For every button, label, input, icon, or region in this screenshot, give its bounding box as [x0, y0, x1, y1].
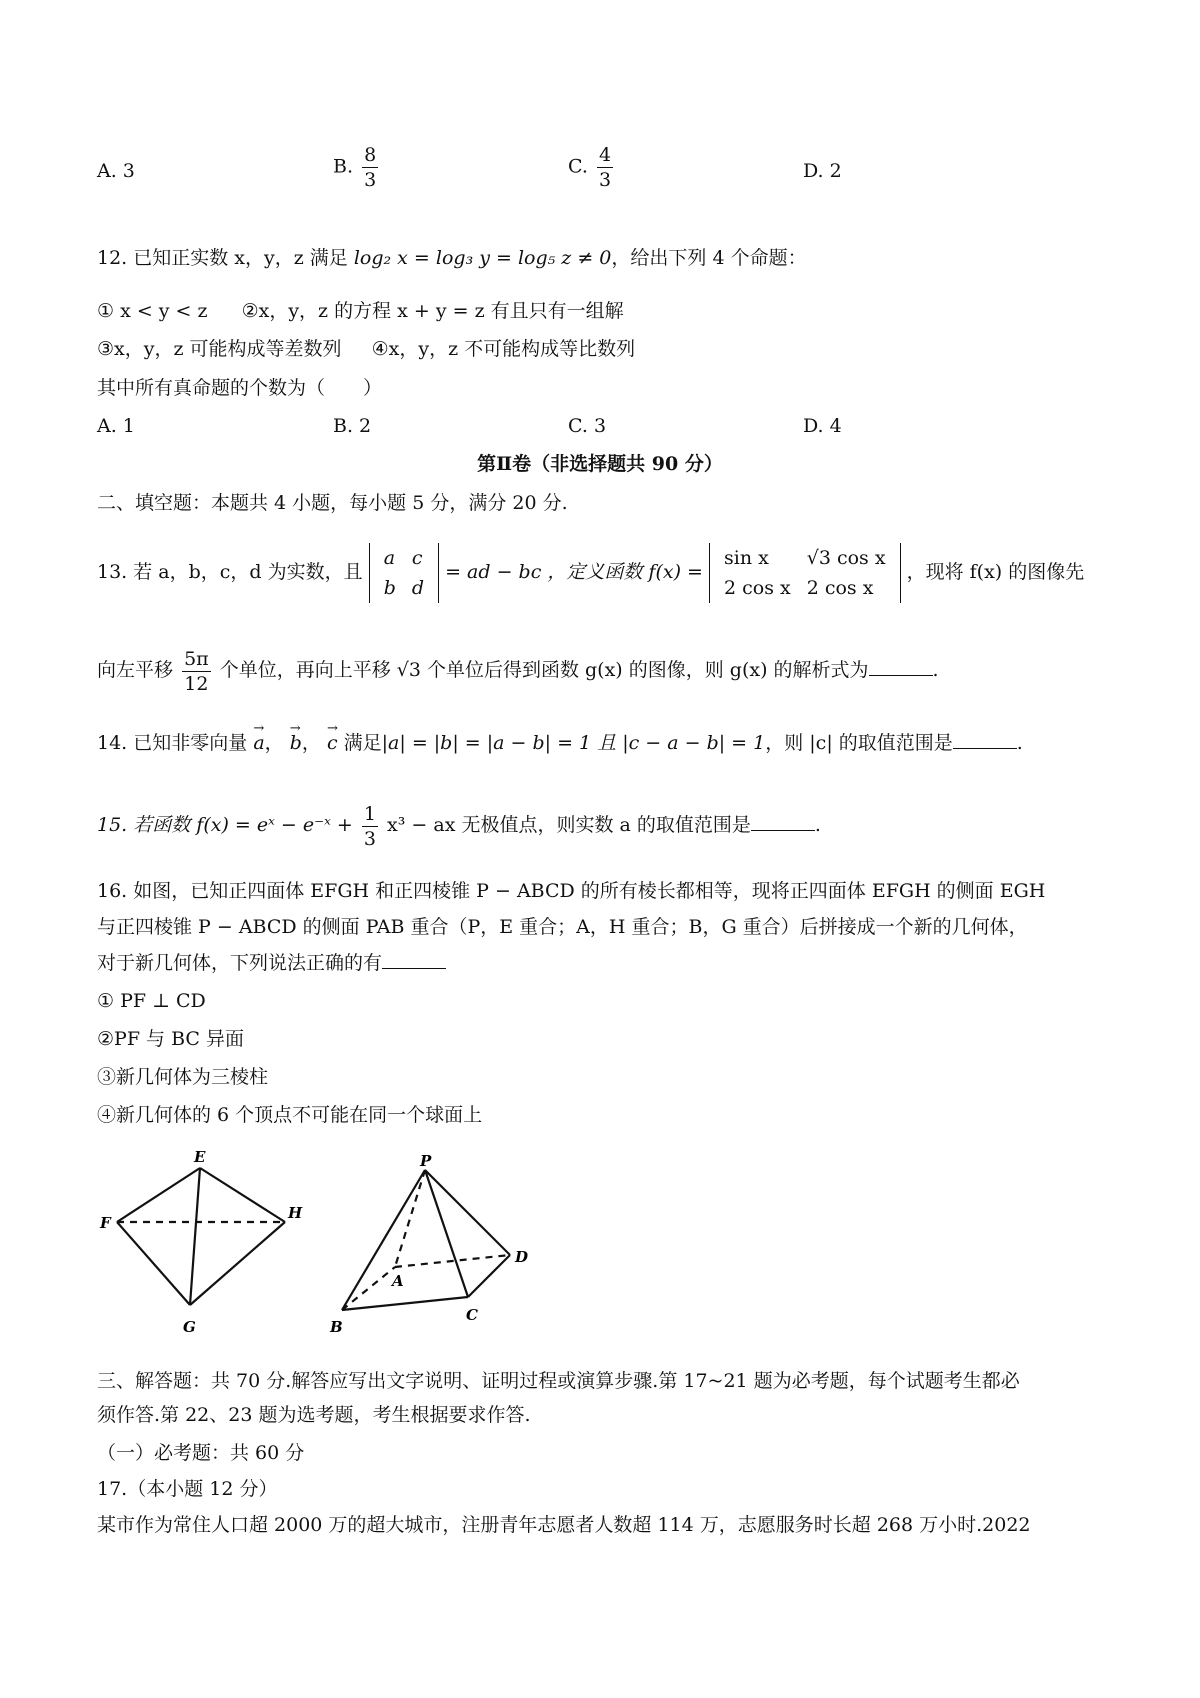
q13-determinant-1: [369, 543, 439, 603]
q12-option-c: C. 3: [568, 415, 607, 437]
det-sin: sin x: [724, 547, 769, 569]
vertex-label-p: P: [420, 1152, 432, 1170]
q14-separator-2: ，: [301, 732, 321, 754]
q13-end: .: [932, 659, 939, 681]
q16-statement-1: ① PF ⊥ CD: [97, 990, 206, 1012]
q16-statement-3: ③新几何体为三棱柱: [97, 1066, 269, 1088]
q14-text-2: 满足: [343, 732, 382, 754]
q12-proposition-3: ③x，y，z 可能构成等差数列: [97, 338, 342, 360]
vertex-label-c: C: [466, 1306, 478, 1324]
q11-option-b: [333, 143, 381, 192]
q16-line-3: [97, 950, 446, 976]
q13-fraction: [182, 647, 211, 696]
q12-proposition-2: ②x，y，z 的方程 x + y = z 有且只有一组解: [241, 300, 624, 322]
q12-proposition-1: ① x < y < z: [97, 300, 208, 322]
q14-separator-1: ，: [264, 732, 284, 754]
q14-text-3: ，则 |c| 的取值范围是: [765, 732, 953, 754]
section-3-line-3: （一）必考题：共 60 分: [97, 1442, 305, 1464]
fraction-denominator: 3: [598, 169, 612, 191]
q16-text: 对于新几何体，下列说法正确的有: [97, 952, 383, 974]
q16-answer-blank[interactable]: [382, 950, 446, 969]
q14-text-1: 14. 已知非零向量: [97, 732, 248, 754]
q13-text-3: ，现将 f(x) 的图像先: [906, 561, 1085, 583]
section-3-line-2: 须作答.第 22、23 题为选考题，考生根据要求作答.: [97, 1404, 531, 1426]
q16-statement-2: ②PF 与 BC 异面: [97, 1028, 244, 1050]
section-2-header: 二、填空题：本题共 4 小题，每小题 5 分，满分 20 分.: [97, 492, 568, 514]
q12-option-b: B. 2: [333, 415, 372, 437]
q14-vector-a: → a: [253, 730, 264, 756]
q11-option-b-fraction: [362, 143, 378, 192]
fraction-numerator: 4: [598, 144, 612, 166]
vertex-label-d: D: [515, 1248, 529, 1266]
det-2cos-1: 2 cos x: [724, 577, 791, 599]
fraction-denominator: 12: [184, 672, 209, 695]
q12-proposition-1-row: [97, 298, 624, 324]
q17-text: 某市作为常住人口超 2000 万的超大城市，注册青年志愿者人数超 114 万，志愿服务时长超 268 万小时.2022: [97, 1514, 1031, 1536]
q14-condition: |a| = |b| = |a − b| = 1 且 |c − a − b| = 1: [381, 732, 766, 754]
q11-option-c-fraction: [597, 143, 613, 192]
fraction-numerator: 8: [364, 144, 377, 166]
q14-line: [97, 730, 1023, 756]
q11-option-c-prefix: C.: [568, 155, 588, 178]
q13-text-5: 个单位，再向上平移 √3 个单位后得到函数 g(x) 的图像，则 g(x) 的解析式为: [219, 659, 869, 681]
q16-line-1: 16. 如图，已知正四面体 EFGH 和正四棱锥 P − ABCD 的所有棱长都相等，现将正四面体 EFGH 的侧面 EGH: [97, 880, 1046, 902]
det-c: c: [411, 547, 423, 569]
vertex-label-h: H: [288, 1204, 303, 1222]
section-2-title: 第Ⅱ卷（非选择题共 90 分）: [477, 453, 723, 475]
vertex-label-f: F: [100, 1214, 111, 1232]
q14-end: .: [1016, 732, 1023, 754]
pyramid-figure: [320, 1150, 550, 1350]
q14-answer-blank[interactable]: [953, 730, 1017, 749]
q13-text-2: = ad − bc ，定义函数 f(x) =: [445, 561, 703, 583]
q12-proposition-4: ④x，y，z 不可能构成等比数列: [371, 338, 636, 360]
q12-stem: [97, 245, 807, 271]
fraction-denominator: 3: [363, 827, 376, 850]
fraction-denominator: 3: [364, 169, 377, 191]
det-b: b: [383, 577, 396, 599]
fraction-numerator: 1: [363, 802, 376, 825]
q13-text-1: 13. 若 a，b，c，d 为实数，且: [97, 561, 363, 583]
q15-text-1: 15. 若函数 f(x) = eˣ − e⁻ˣ +: [97, 814, 353, 836]
q11-option-a: A. 3: [97, 160, 135, 182]
q16-line-2: 与正四棱锥 P − ABCD 的侧面 PAB 重合（P，E 重合；A，H 重合；B，G 重合）后拼接成一个新的几何体，: [97, 916, 1028, 938]
det-sqrt3cos: √3 cos x: [806, 547, 886, 569]
q12-proposition-3-row: [97, 336, 635, 362]
det-a: a: [383, 547, 396, 569]
q14-vector-b: → b: [290, 730, 302, 756]
vertex-label-a: A: [392, 1272, 404, 1290]
det-2cos-2: 2 cos x: [806, 577, 874, 599]
q12-option-d: D. 4: [803, 415, 842, 437]
q13-determinant-2: [709, 543, 901, 603]
q12-stem-post: ，给出下列 4 个命题：: [611, 247, 807, 269]
q13-line-2: [97, 640, 939, 700]
fraction-numerator: 5π: [184, 647, 209, 670]
q15-text-2: x³ − ax 无极值点，则实数 a 的取值范围是: [387, 814, 751, 836]
det-d: d: [411, 577, 425, 599]
q13-text-4: 向左平移: [97, 659, 174, 681]
q11-option-d: D. 2: [803, 160, 842, 182]
vertex-label-e: E: [194, 1150, 206, 1166]
q14-vector-c: → c: [327, 730, 338, 756]
section-3-line-1: 三、解答题：共 70 分.解答应写出文字说明、证明过程或演算步骤.第 17~21 题为必考题，每个试题考生都必: [97, 1370, 1020, 1392]
q15-line: [97, 795, 821, 855]
q12-stem-pre: 12. 已知正实数 x，y，z 满足: [97, 247, 354, 269]
vertex-label-b: B: [330, 1318, 343, 1336]
tetrahedron-figure: [95, 1150, 305, 1340]
q15-answer-blank[interactable]: [751, 812, 815, 831]
q16-statement-4: ④新几何体的 6 个顶点不可能在同一个球面上: [97, 1104, 483, 1126]
q15-fraction: [362, 802, 378, 851]
q12-stem-formula: log₂ x = log₃ y = log₅ z ≠ 0: [353, 247, 612, 269]
q17-title: 17.（本小题 12 分）: [97, 1478, 278, 1500]
q11-option-c: [568, 143, 616, 192]
q15-end: .: [814, 814, 821, 836]
q13-answer-blank[interactable]: [869, 657, 933, 676]
q12-option-a: A. 1: [97, 415, 135, 437]
q11-option-b-prefix: B.: [333, 155, 354, 178]
q13-line-1: [97, 536, 1084, 608]
vertex-label-g: G: [183, 1318, 196, 1336]
q12-question: 其中所有真命题的个数为（ ）: [97, 377, 383, 399]
